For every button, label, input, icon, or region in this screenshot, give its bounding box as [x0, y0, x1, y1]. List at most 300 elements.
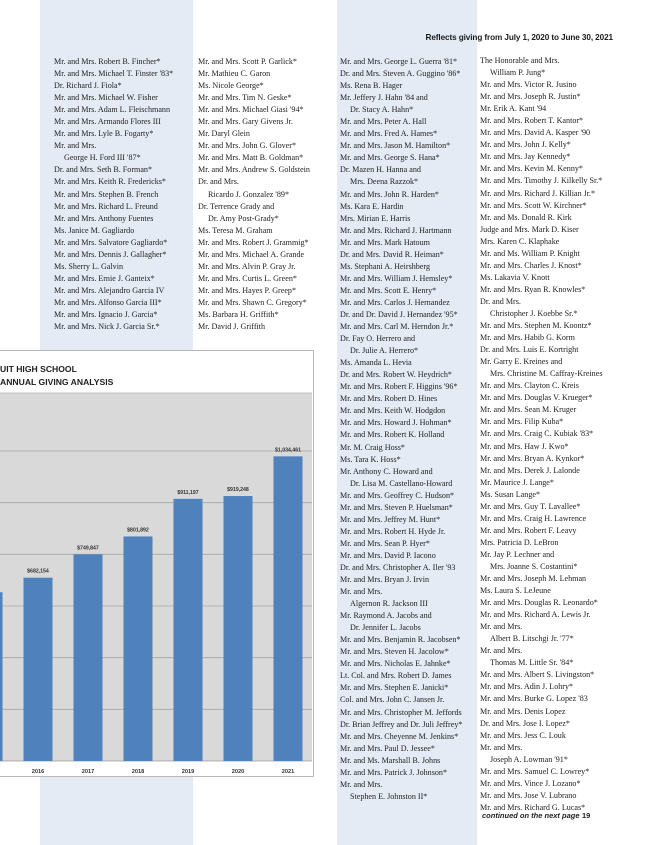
donor-column-1 — [54, 56, 173, 333]
donor-entry — [198, 92, 310, 104]
donor-name: Mr. and Mrs. Nick J. Garcia Sr.* — [54, 322, 160, 332]
donor-entry — [340, 658, 462, 670]
donor-entry — [340, 779, 462, 803]
x-tick-label: 2017 — [81, 769, 95, 775]
donor-name: Mr. and Mrs. Jay Kennedy* — [480, 152, 571, 162]
donor-entry — [198, 104, 310, 116]
donor-entry — [480, 175, 602, 187]
page-number: 19 — [582, 811, 591, 820]
donor-entry — [480, 392, 602, 404]
donor-name-continued: Dr. Lisa M. Castellano-Howard — [350, 478, 453, 488]
donor-name: Mr. and Mrs. Robert B. Fincher* — [54, 57, 161, 66]
donor-entry — [480, 706, 602, 718]
donor-name: Dr. Mazen H. Hanna and — [340, 165, 421, 175]
donor-entry — [198, 116, 310, 128]
donor-name: Dr. and Mrs. Robert W. Heydrich* — [340, 370, 452, 380]
donor-entry — [198, 261, 310, 273]
donor-name: Mr. and Mrs. Howard J. Hohman* — [340, 418, 452, 428]
donor-entry — [340, 92, 462, 116]
donor-name: Mr. and Mrs. Mark Hatoum — [340, 237, 430, 247]
donor-entry — [480, 573, 602, 585]
donor-entry — [340, 755, 462, 767]
donor-name: Mr. and Mrs. Scott P. Garlick* — [198, 57, 297, 66]
donor-name: Mr. Raymond A. Jacobs and — [340, 611, 432, 621]
donor-name: Mr. and Mrs. Alvin P. Gray Jr. — [198, 261, 296, 271]
donor-name: Ms. Kara E. Hardin — [340, 201, 404, 211]
donor-entry — [480, 428, 602, 440]
donor-name: Ms. Janice M. Gagliardo — [54, 225, 135, 235]
donor-entry — [340, 321, 462, 333]
donor-entry — [198, 297, 310, 309]
donor-name: Mr. and Mrs. Andrew S. Goldstein — [198, 165, 310, 175]
donor-entry — [340, 357, 462, 369]
donor-entry — [340, 743, 462, 755]
donor-name: Dr. Richard J. Fiola* — [54, 81, 122, 91]
donor-name-continued: Christopher J. Koebbe Sr.* — [490, 308, 578, 318]
donor-entry — [480, 115, 602, 127]
donor-name: Mr. and Mrs. Robert H. Hyde Jr. — [340, 526, 446, 536]
donor-entry — [340, 442, 462, 454]
donor-name: Mr. and Mrs. Guy T. Lavallee* — [480, 501, 581, 511]
donor-entry — [54, 309, 173, 321]
donor-name: Mr. David J. Griffith — [198, 322, 266, 332]
donor-entry — [480, 597, 602, 609]
donor-entry — [340, 333, 462, 357]
donor-entry — [340, 116, 462, 128]
donor-name: Mr. and Mrs. Geoffrey C. Hudson* — [340, 490, 455, 500]
donor-entry — [480, 766, 602, 778]
donor-entry — [480, 236, 602, 248]
donor-entry — [340, 682, 462, 694]
donor-entry — [340, 719, 462, 731]
donor-name: Mr. and Mrs. Paul D. Jessee* — [340, 743, 435, 753]
x-tick-label: 2020 — [231, 769, 245, 775]
donor-name: Mr. and Mrs. Michael W. Fisher — [54, 93, 158, 103]
donor-name: Mr. and Mrs. Albert S. Livingston* — [480, 670, 595, 680]
donor-entry — [198, 128, 310, 140]
donor-name: Mr. Daryl Glein — [198, 129, 250, 139]
donor-name: Mr. and Mrs. Dennis J. Gallagher* — [54, 249, 167, 259]
donor-name-continued: Mrs. Christine M. Caffray-Kreines — [490, 369, 603, 379]
donor-name: Ms. Lakavia V. Knott — [480, 272, 550, 282]
donor-entry — [54, 104, 173, 116]
donor-name: Ms. Sherry L. Galvin — [54, 261, 124, 271]
x-tick-label: 2019 — [181, 769, 195, 775]
donor-entry — [340, 707, 462, 719]
donor-entry — [54, 56, 173, 68]
donor-name-continued: Dr. Stacy A. Hahn* — [350, 105, 414, 115]
donor-entry — [198, 285, 310, 297]
bar-2016 — [24, 578, 53, 761]
donor-entry — [480, 284, 602, 296]
donor-name: Mr. Mathieu C. Garon — [198, 69, 271, 79]
donor-entry — [54, 92, 173, 104]
donor-entry — [480, 163, 602, 175]
donor-entry — [340, 189, 462, 201]
donor-entry — [54, 189, 173, 201]
donor-name: Ms. Susan Lange* — [480, 489, 541, 499]
donor-entry — [340, 405, 462, 417]
donor-name-continued: George H. Ford III '87* — [64, 153, 141, 163]
donor-entry — [480, 778, 602, 790]
chart-title-line-1: UIT HIGH SCHOOL — [0, 364, 77, 374]
chart-title — [0, 363, 113, 388]
donor-entry — [340, 586, 462, 610]
donor-name: Mr. and Mrs. John J. Kelly* — [480, 140, 571, 150]
donor-name: Ms. Stephani A. Heirshberg — [340, 261, 430, 271]
donor-entry — [340, 369, 462, 381]
donor-entry — [54, 297, 173, 309]
donor-name: Mr. and Mrs. Timothy J. Kilkelly Sr.* — [480, 176, 603, 186]
donor-name: Mr. Garry E. Kreines and — [480, 357, 563, 367]
x-tick-label: 2021 — [281, 769, 295, 775]
donor-name: Mr. Jay P. Lechner and — [480, 549, 555, 559]
donor-entry — [198, 201, 310, 225]
donor-name: Mr. and Mrs. — [480, 742, 523, 752]
donor-entry — [54, 128, 173, 140]
donor-name: Dr. and Mrs. David R. Heiman* — [340, 249, 444, 259]
donor-entry — [340, 164, 462, 188]
donor-name: Mr. and Mrs. Patrick J. Johnson* — [340, 767, 448, 777]
donor-entry — [340, 297, 462, 309]
donor-entry — [480, 55, 602, 79]
donor-entry — [480, 537, 602, 549]
donor-entry — [340, 767, 462, 779]
donor-entry — [480, 477, 602, 489]
donor-entry — [54, 225, 173, 237]
donor-entry — [480, 139, 602, 151]
bar-2015 — [0, 592, 3, 761]
donor-name: Mr. and Mrs. Ryan R. Knowles* — [480, 284, 586, 294]
donor-name: Dr. and Mrs. — [480, 296, 521, 306]
donor-name: Mr. and Mrs. Gary Givens Jr. — [198, 117, 293, 127]
donor-name: Mr. and Mrs. Matt B. Goldman* — [198, 153, 304, 163]
donor-name: Mr. and Mrs. Stephen B. French — [54, 189, 159, 199]
donor-name: Mr. and Mrs. Adam L. Fleischmann — [54, 105, 170, 115]
donor-entry — [480, 681, 602, 693]
donor-entry — [340, 526, 462, 538]
donor-entry — [340, 381, 462, 393]
donor-entry — [340, 646, 462, 658]
donor-name: Mr. and Mrs. David P. Iacono — [340, 550, 436, 560]
donor-entry — [480, 742, 602, 766]
donor-entry — [340, 490, 462, 502]
donor-entry — [54, 116, 173, 128]
donor-entry — [340, 610, 462, 634]
donor-name-continued: Dr. Amy Post-Grady* — [208, 213, 279, 223]
donor-name: Mr. and Mrs. Samuel C. Lowrey* — [480, 766, 590, 776]
donor-name: Mr. and Mrs. John R. Harden* — [340, 189, 439, 199]
donor-name: Mr. and Mrs. Charles J. Knost* — [480, 260, 582, 270]
donor-name-continued: Albert B. Litschgi Jr. '77* — [490, 634, 574, 644]
donor-name: Mr. Erik A. Kant '94 — [480, 104, 547, 114]
donor-name-continued: Stephen E. Johnston II* — [350, 791, 428, 801]
donor-entry — [54, 80, 173, 92]
donor-name: Mr. and Mrs. Christopher M. Jeffords — [340, 707, 462, 717]
donor-name: Mr. and Mrs. Curtis L. Green* — [198, 273, 297, 283]
donor-entry — [340, 670, 462, 682]
donor-name: Mr. and Mrs. Joseph R. Justin* — [480, 92, 581, 102]
donor-name: Mr. and Mrs. Ignacio J. Garcia* — [54, 309, 158, 319]
donor-name: Mr. and Mrs. Craig C. Kubiak '83* — [480, 429, 594, 439]
donor-name: Mr. and Mrs. Michael T. Finster '83* — [54, 69, 174, 79]
donor-name: Mr. and Mrs. — [340, 587, 383, 597]
donor-name-continued: Ricardo J. Gonzalez '89* — [208, 189, 290, 199]
donor-entry — [340, 731, 462, 743]
donor-entry — [480, 296, 602, 320]
donor-name: Mr. and Mrs. Bryan A. Kynkor* — [480, 453, 585, 463]
donor-name: Mr. and Mrs. — [54, 141, 97, 151]
donor-name: Mr. and Mrs. George L. Guerra '81* — [340, 57, 458, 66]
donor-entry — [198, 237, 310, 249]
data-label: $919,248 — [227, 487, 249, 494]
donor-name-continued: Mrs. Joanne S. Costantini* — [490, 561, 578, 571]
donor-entry — [198, 176, 310, 200]
donor-name: Mr. and Mrs. Tim N. Geske* — [198, 93, 292, 103]
donor-entry — [480, 356, 602, 380]
donor-entry — [340, 261, 462, 273]
donor-entry — [480, 525, 602, 537]
donor-name: Mr. and Mrs. Craig H. Lawrence — [480, 513, 587, 523]
donor-entry — [480, 669, 602, 681]
donor-name: Mr. and Mrs. David A. Kasper '90 — [480, 128, 591, 138]
donor-name-continued: Dr. Jennifer L. Jacobs — [350, 623, 421, 633]
donor-name: Mr. and Mrs. Alfonso Garcia III* — [54, 297, 162, 307]
data-label: $801,892 — [127, 527, 149, 534]
donor-name: Mr. and Mrs. Richard G. Lucas* — [480, 802, 586, 812]
donor-name: Mr. and Mrs. Bryan J. Irvin — [340, 575, 430, 585]
donor-name: Mr. and Mrs. Scott E. Henry* — [340, 285, 437, 295]
donor-name: Dr. and Mrs. Christopher A. Iler '93 — [340, 562, 456, 572]
donor-entry — [480, 79, 602, 91]
donor-entry — [480, 404, 602, 416]
donor-name: Mr. and Mrs. Derek J. Lalonde — [480, 465, 580, 475]
donor-entry — [480, 718, 602, 730]
donor-entry — [54, 321, 173, 333]
donor-name-continued: Mrs. Deena Razzok* — [350, 177, 419, 187]
donor-name: Mr. and Mrs. Steven H. Jacolow* — [340, 647, 449, 657]
donor-name: Mr. and Mrs. — [480, 646, 523, 656]
donor-name: Mr. and Mrs. Richard J. Killian Jr.* — [480, 188, 596, 198]
donor-entry — [340, 68, 462, 80]
donor-name: Mr. and Mrs. Adin J. Lohry* — [480, 682, 574, 692]
donor-name: Mr. and Mrs. Ernie J. Ganteix* — [54, 273, 155, 283]
donor-entry — [54, 237, 173, 249]
donor-entry — [340, 634, 462, 646]
donor-name: Ms. Teresa M. Graham — [198, 225, 273, 235]
bar-2017 — [74, 554, 103, 761]
donor-name: Mr. and Mrs. Peter A. Hall — [340, 117, 427, 127]
donor-entry — [340, 128, 462, 140]
donor-entry — [340, 201, 462, 213]
donor-name: Dr. and Mrs. Jose I. Lopez* — [480, 718, 570, 728]
donor-name-continued: William P. Jung* — [490, 68, 546, 78]
donor-entry — [54, 140, 173, 164]
donor-name: Dr. Fay O. Herrero and — [340, 334, 416, 344]
donor-entry — [340, 152, 462, 164]
donor-entry — [340, 285, 462, 297]
donor-name-continued: Thomas M. Little Sr. '84* — [490, 658, 574, 668]
donor-entry — [480, 212, 602, 224]
donor-entry — [480, 489, 602, 501]
donor-name: Mr. and Mrs. Jose V. Lubrano — [480, 790, 577, 800]
x-tick-label: 2018 — [131, 769, 145, 775]
donor-entry — [480, 465, 602, 477]
data-label: $682,154 — [27, 568, 49, 575]
donor-name: Mr. and Mrs. Alejandro Garcia IV — [54, 285, 165, 295]
donor-entry — [480, 103, 602, 115]
donor-column-2 — [198, 56, 310, 333]
donor-name: Mr. and Mrs. Steven P. Huelsman* — [340, 502, 453, 512]
donor-name: Ms. Amanda L. Hevia — [340, 358, 412, 368]
donor-entry — [480, 344, 602, 356]
donor-entry — [340, 454, 462, 466]
donor-entry — [480, 188, 602, 200]
donor-entry — [340, 466, 462, 490]
donor-name: Mr. and Mrs. Kevin M. Kenny* — [480, 164, 583, 174]
donor-entry — [480, 272, 602, 284]
donor-entry — [54, 261, 173, 273]
donor-entry — [198, 309, 310, 321]
donor-name: Dr. and Dr. David J. Hernandez '95* — [340, 309, 458, 319]
donor-entry — [480, 730, 602, 742]
donor-entry — [340, 56, 462, 68]
donor-name: Mr. and Mrs. Sean M. Kruger — [480, 405, 577, 415]
donor-name: Mr. and Mrs. Robert F. Leavy — [480, 525, 577, 535]
bar-2020 — [224, 496, 253, 761]
data-label: $1,034,461 — [275, 447, 301, 454]
donor-entry — [340, 249, 462, 261]
donor-name: Mr. and Mrs. Habib G. Korm — [480, 333, 575, 343]
donor-name: Mr. and Mrs. Scott W. Kirchner* — [480, 200, 587, 210]
donor-entry — [480, 453, 602, 465]
data-label: $749,847 — [77, 545, 99, 552]
donor-entry — [198, 140, 310, 152]
donor-entry — [340, 237, 462, 249]
donor-entry — [480, 248, 602, 260]
donor-entry — [54, 249, 173, 261]
donor-name: Mr. and Mrs. Anthony Fuentes — [54, 213, 154, 223]
donor-name: Mr. and Mrs. Michael Giasi '94* — [198, 105, 304, 115]
donor-entry — [198, 273, 310, 285]
donor-name-continued: Dr. Julie A. Herrero* — [350, 346, 419, 356]
donor-name: Mrs. Mirian E. Harris — [340, 213, 411, 223]
donor-entry — [480, 585, 602, 597]
donor-entry — [54, 176, 173, 188]
donor-name: Mr. and Mrs. Keith R. Fredericks* — [54, 177, 166, 187]
donor-name: Mr. and Mrs. Filip Kuba* — [480, 417, 564, 427]
donor-name: Mr. and Mrs. Michael A. Grande — [198, 249, 305, 259]
donor-name: Mr. and Mrs. Fred A. Hames* — [340, 129, 438, 139]
donor-name: Mr. and Mrs. Vince J. Lozano* — [480, 778, 581, 788]
donor-name: Mr. and Mrs. Benjamin R. Jacobsen* — [340, 635, 461, 645]
donor-name: Mr. and Mrs. Jason M. Hamilton* — [340, 141, 451, 151]
donor-name: Mr. and Mrs. Lyle B. Fogarty* — [54, 129, 154, 139]
donor-entry — [480, 441, 602, 453]
donor-name: Ms. Nicole George* — [198, 81, 264, 91]
donor-entry — [340, 550, 462, 562]
bar-2021 — [274, 456, 303, 761]
chart-title-line-2: ANNUAL GIVING ANALYSIS — [0, 376, 114, 387]
donor-name: Mrs. Patricia D. LeBron — [480, 537, 559, 547]
donor-name: Mr. and Mrs. — [340, 779, 383, 789]
donor-entry — [198, 249, 310, 261]
donor-name: Mr. and Mrs. Douglas V. Krueger* — [480, 393, 593, 403]
donor-entry — [340, 562, 462, 574]
donor-entry — [480, 224, 602, 236]
donor-entry — [480, 645, 602, 669]
donor-name: Mr. and Mrs. Richard J. Hartmann — [340, 225, 452, 235]
donor-name-continued: Joseph A. Lowman '91* — [490, 754, 568, 764]
donor-name: The Honorable and Mrs. — [480, 56, 560, 65]
donor-entry — [480, 501, 602, 513]
data-label: $911,197 — [177, 489, 199, 496]
donor-name: Mr. Maurice J. Lange* — [480, 477, 554, 487]
bar-2019 — [174, 499, 203, 761]
donor-name: Mr. and Mrs. — [480, 622, 523, 632]
donor-name: Mr. and Ms. Marshall B. Johns — [340, 755, 441, 765]
donor-name: Mr. and Mrs. Robert D. Hines — [340, 394, 438, 404]
donor-name: Mr. and Mrs. Stephen M. Koontz* — [480, 321, 592, 331]
donor-name: Mr. and Mrs. Richard A. Lewis Jr. — [480, 610, 591, 620]
donor-entry — [480, 609, 602, 621]
donor-entry — [480, 332, 602, 344]
donor-name: Mr. and Mrs. Richard L. Freund — [54, 201, 158, 211]
donor-entry — [480, 127, 602, 139]
donor-entry — [54, 213, 173, 225]
donor-entry — [340, 502, 462, 514]
donor-name: Mr. and Mrs. Jess C. Louk — [480, 730, 566, 740]
donor-name: Mr. and Mrs. Cheyenne M. Jenkins* — [340, 731, 459, 741]
donor-name: Mr. and Mrs. Victor R. Jusino — [480, 80, 577, 90]
donor-entry — [198, 68, 310, 80]
donor-entry — [340, 694, 462, 706]
donor-name: Mr. and Mrs. Sean P. Hyer* — [340, 538, 430, 548]
annual-giving-chart — [0, 350, 316, 778]
donor-entry — [198, 80, 310, 92]
donor-name: Mr. and Mrs. Robert T. Kantor* — [480, 116, 584, 126]
x-tick-label: 2016 — [31, 769, 45, 775]
donor-name: Mr. and Mrs. Carlos J. Hernandez — [340, 297, 450, 307]
donor-entry — [340, 429, 462, 441]
donor-entry — [340, 273, 462, 285]
donor-name: Mr. Anthony C. Howard and — [340, 466, 433, 476]
donor-entry — [340, 213, 462, 225]
donor-name: Lt. Col. and Mrs. Robert D. James — [340, 671, 452, 681]
donor-entry — [340, 80, 462, 92]
donor-name: Dr. and Mrs. Seth B. Forman* — [54, 165, 153, 175]
donor-entry — [340, 417, 462, 429]
donor-name: Ms. Rena B. Hager — [340, 81, 403, 91]
donor-entry — [480, 549, 602, 573]
donor-entry — [198, 152, 310, 164]
donor-entry — [480, 200, 602, 212]
donor-entry — [480, 693, 602, 705]
donor-name: Mr. and Mrs. Haw J. Kwo* — [480, 441, 569, 451]
donor-name: Ms. Barbara H. Griffith* — [198, 309, 279, 319]
donor-name: Judge and Mrs. Mark D. Kiser — [480, 224, 579, 234]
donor-name: Mr. M. Craig Hoss* — [340, 442, 405, 452]
giving-period-note: Reflects giving from July 1, 2020 to June 30, 2021 — [425, 33, 613, 42]
bar-2018 — [124, 536, 153, 761]
donor-name: Dr. and Mrs. Luis E. Kortright — [480, 345, 579, 355]
donor-entry — [340, 574, 462, 586]
donor-name: Mr. and Mrs. Nicholas E. Jahnke* — [340, 659, 451, 669]
donor-entry — [54, 201, 173, 213]
donor-entry — [480, 621, 602, 645]
donor-entry — [54, 164, 173, 176]
donor-name: Mrs. Karen C. Klaphake — [480, 236, 560, 246]
